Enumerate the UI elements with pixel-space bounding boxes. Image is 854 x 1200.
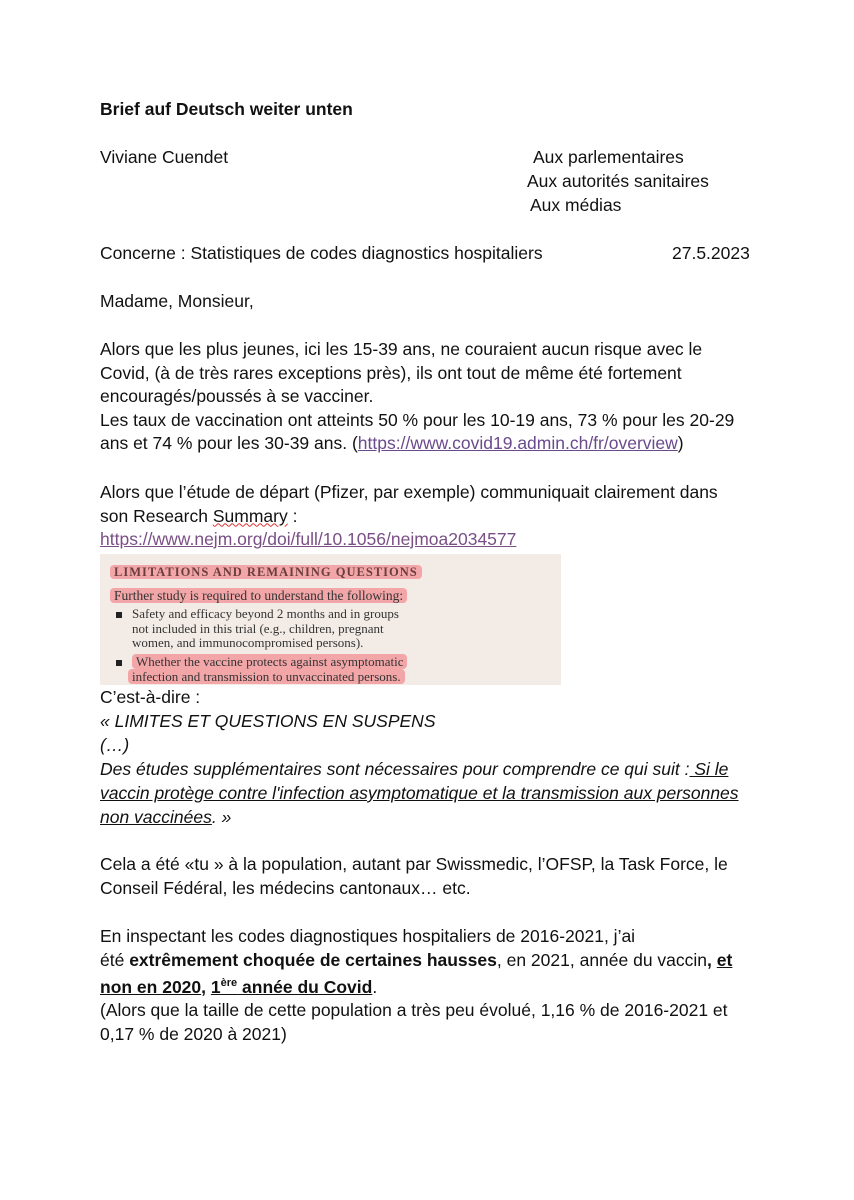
- paragraph-line: été extrêmement choquée de certaines hausses, en 2021, année du vaccin, et: [100, 949, 733, 970]
- recipient-medias: Aux médias: [530, 195, 622, 215]
- salutation: Madame, Monsieur,: [100, 291, 254, 311]
- quote-line-3: non vaccinées. »: [100, 807, 232, 827]
- bullet-square-icon: [116, 660, 122, 666]
- paragraph-line: [100, 528, 718, 552]
- paragraph-line: (Alors que la taille de cette population a très peu évolué, 1,16 % de 2016-2021 et: [100, 1000, 728, 1021]
- paragraph-vaccination: [100, 338, 734, 456]
- excerpt-subtitle: Further study is required to understand the following:: [110, 588, 407, 604]
- paragraph-line: non en 2020, 1ère année du Covid.: [100, 976, 378, 997]
- nejm-link[interactable]: https://www.nejm.org/doi/full/10.1056/nejmoa2034577: [100, 529, 517, 549]
- paragraph-line: Les taux de vaccination ont atteints 50 % pour les 10-19 ans, 73 % pour les 20-29: [100, 409, 735, 430]
- excerpt-bullet-2: Whether the vaccine protects against asymptomatic infection and transmission to unvaccinated persons.: [116, 655, 407, 684]
- header-note: Brief auf Deutsch weiter unten: [100, 99, 353, 119]
- quote-title: « LIMITES ET QUESTIONS EN SUSPENS: [100, 711, 436, 731]
- paragraph-silence: [100, 853, 728, 900]
- covid19-admin-link[interactable]: https://www.covid19.admin.ch/fr/overview: [357, 433, 678, 453]
- quote-line-1: Des études supplémentaires sont nécessaires pour comprendre ce qui suit : Si le: [100, 759, 729, 779]
- paragraph-study: [100, 481, 718, 552]
- paragraph-line: encouragés/poussés à se vacciner.: [100, 386, 374, 406]
- quote-intro: C’est-à-dire :: [100, 687, 201, 707]
- study-excerpt-image: [100, 554, 561, 685]
- paragraph-codes: [100, 925, 732, 1046]
- letter-date: 27.5.2023: [672, 243, 750, 263]
- excerpt-title: LIMITATIONS AND REMAINING QUESTIONS: [110, 565, 422, 580]
- paragraph-line: Alors que les plus jeunes, ici les 15-39 ans, ne couraient aucun risque avec le: [100, 339, 703, 359]
- paragraph-line: Covid, (à de très rares exceptions près), ils ont tout de même été fortement: [100, 362, 682, 383]
- paragraph-line: Cela a été «tu » à la population, autant par Swissmedic, l’OFSP, la Task Force, le: [100, 854, 728, 874]
- paragraph-line: En inspectant les codes diagnostiques hospitaliers de 2016-2021, j’ai: [100, 926, 636, 946]
- paragraph-line: ans et 74 % pour les 30-39 ans. (https://www.covid19.admin.ch/fr/overview): [100, 433, 684, 453]
- quote-ellipsis: (…): [100, 735, 130, 755]
- paragraph-line: Conseil Fédéral, les médecins cantonaux… etc.: [100, 877, 471, 898]
- excerpt-bullet-1: Safety and efficacy beyond 2 months and in groups not included in this trial (e.g., children, pregnant women, and immunocompromised persons).: [116, 607, 399, 651]
- bullet-square-icon: [116, 612, 122, 618]
- paragraph-line: 0,17 % de 2020 à 2021): [100, 1023, 287, 1044]
- paragraph-line: Alors que l’étude de départ (Pfizer, par exemple) communiquait clairement dans: [100, 482, 718, 502]
- paragraph-line: son Research Summary :: [100, 505, 298, 526]
- quote-line-2: vaccin protège contre l'infection asymptomatique et la transmission aux personnes: [100, 783, 739, 803]
- recipient-autorites: Aux autorités sanitaires: [527, 171, 709, 191]
- sender-name: Viviane Cuendet: [100, 147, 229, 167]
- recipient-parlementaires: Aux parlementaires: [533, 147, 684, 167]
- subject-line: Concerne : Statistiques de codes diagnostics hospitaliers: [100, 243, 543, 263]
